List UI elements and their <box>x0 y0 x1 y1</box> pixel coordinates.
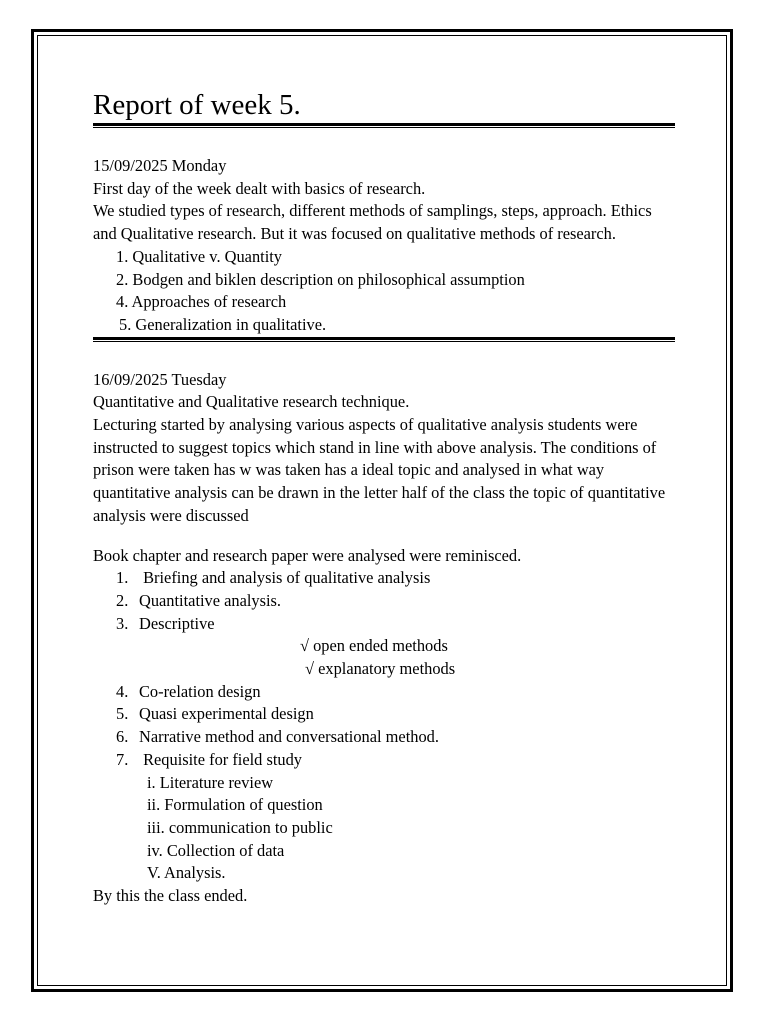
closing-line: By this the class ended. <box>93 886 248 906</box>
item-number: 1. <box>116 568 129 588</box>
roman-item: i. Literature review <box>147 772 274 792</box>
numbered-item <box>93 590 675 613</box>
numbered-item <box>93 567 675 590</box>
roman-item: V. Analysis. <box>147 863 226 883</box>
numbered-item <box>93 613 675 636</box>
section-divider <box>93 337 675 342</box>
numbered-item <box>93 726 675 749</box>
tuesday-line: Quantitative and Qualitative research technique. <box>93 392 410 412</box>
report-body <box>93 86 675 908</box>
numbered-item <box>93 703 675 726</box>
item-text: Quasi experimental design <box>139 704 314 724</box>
item-number: 4. <box>116 681 129 701</box>
item-text: Narrative method and conversational method. <box>139 727 439 747</box>
roman-item: ii. Formulation of question <box>147 795 323 815</box>
item-number: 2. <box>116 590 129 610</box>
item-number: 7. <box>116 749 129 769</box>
monday-item: 2. Bodgen and biklen description on philosophical assumption <box>116 269 525 289</box>
item-text: Co-relation design <box>139 681 261 701</box>
tuesday-paragraph: Lecturing started by analysing various aspects of qualitative analysis students were instructed to suggest topics which stand in line with above analysis. The conditions of prison were taken has w was taken has a ideal topic and analysed in what way quantitative analysis can be drawn in the letter half of the class the topic of quantitative analysis were discussed <box>93 415 666 525</box>
roman-item: iii. communication to public <box>147 817 333 837</box>
tuesday-date: 16/09/2025 Tuesday <box>93 369 227 389</box>
item-text: Quantitative analysis. <box>139 590 282 610</box>
monday-date: 15/09/2025 Monday <box>93 156 227 175</box>
check-item: √ explanatory methods <box>305 659 456 679</box>
monday-item: 5. Generalization in qualitative. <box>119 314 327 334</box>
check-item: √ open ended methods <box>300 636 448 656</box>
item-number: 3. <box>116 613 129 633</box>
monday-item: 1. Qualitative v. Quantity <box>116 246 282 266</box>
tuesday-section <box>93 369 675 908</box>
tuesday-intro: Book chapter and research paper were analysed were reminisced. <box>93 545 522 565</box>
monday-paragraph: We studied types of research, different methods of samplings, steps, approach. Ethics and Qualitative research. But it was focused on qualitative methods of research. <box>93 201 652 244</box>
monday-item: 4. Approaches of research <box>116 292 287 312</box>
item-number: 6. <box>116 727 129 747</box>
item-text: Requisite for field study <box>139 749 302 769</box>
monday-section <box>93 155 675 337</box>
roman-item: iv. Collection of data <box>147 840 285 860</box>
numbered-item <box>93 749 675 772</box>
item-number: 5. <box>116 704 129 724</box>
numbered-item <box>93 681 675 704</box>
report-title: Report of week 5. <box>93 89 301 121</box>
monday-line: First day of the week dealt with basics of research. <box>93 178 426 198</box>
item-text: Briefing and analysis of qualitative analysis <box>139 568 431 588</box>
item-text: Descriptive <box>139 613 215 633</box>
